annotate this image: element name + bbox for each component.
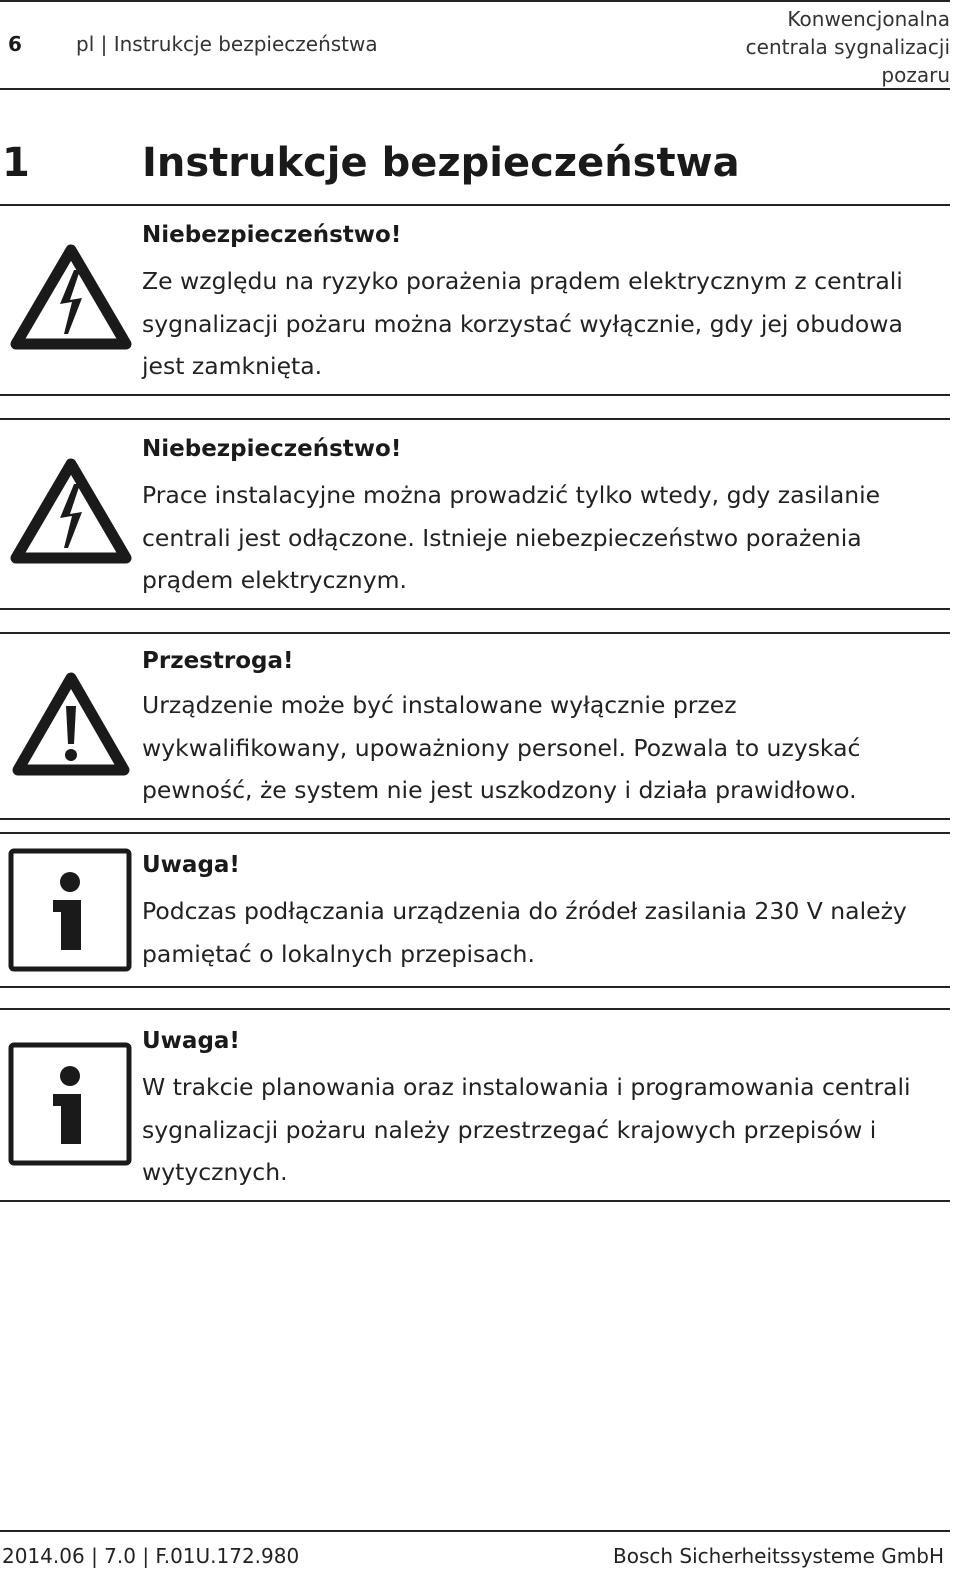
- footer-document-info: 2014.06 | 7.0 | F.01U.172.980: [2, 1544, 300, 1568]
- document-title-line: Konwencjonalna: [787, 7, 950, 31]
- footer-company: Bosch Sicherheitssysteme GmbH: [613, 1544, 944, 1568]
- notice-heading: Uwaga!: [142, 852, 240, 878]
- danger-notice: [0, 418, 950, 610]
- info-icon: [8, 1042, 132, 1166]
- header-section: pl | Instrukcje bezpieczeństwa: [76, 32, 378, 56]
- chapter-title: Instrukcje bezpieczeństwa: [142, 140, 740, 186]
- notice-text: Podczas podłączania urządzenia do źródeł zasilania 230 V należy pamiętać o lokalnych przepisach.: [142, 897, 907, 968]
- electric-hazard-icon: [8, 456, 134, 568]
- electric-hazard-icon: [8, 242, 134, 354]
- document-title: [690, 5, 950, 89]
- document-title-line: centrala sygnalizacji: [745, 35, 950, 59]
- danger-notice: [0, 206, 950, 396]
- chapter-heading: [0, 140, 950, 206]
- notice-text: Prace instalacyjne można prowadzić tylko wtedy, gdy zasilanie centrali jest odłączone. Istnieje niebezpieczeństwo porażenia prądem elektrycznym.: [142, 481, 881, 594]
- warning-exclamation-icon: [8, 668, 134, 780]
- info-icon: [8, 848, 132, 972]
- caution-notice: [0, 632, 950, 820]
- page-footer: [0, 1530, 950, 1582]
- notice-heading: Uwaga!: [142, 1028, 240, 1054]
- notice-text: W trakcie planowania oraz instalowania i programowania centrali sygnalizacji pożaru należy przestrzegać krajowych przepisów i wytycznych.: [142, 1073, 911, 1186]
- notice-heading: Przestroga!: [142, 648, 294, 674]
- notice-text: Ze względu na ryzyko porażenia prądem elektrycznym z centrali sygnalizacji pożaru można korzystać wyłącznie, gdy jej obudowa jest zamknięta.: [142, 267, 903, 380]
- info-notice: [0, 832, 950, 988]
- chapter-number: 1: [2, 140, 30, 186]
- page-header: [0, 0, 950, 90]
- notice-text: Urządzenie może być instalowane wyłącznie przez wykwalifikowany, upoważniony personel. Pozwala to uzyskać pewność, że system nie jest uszkodzony i działa prawidłowo.: [142, 691, 861, 804]
- notice-heading: Niebezpieczeństwo!: [142, 436, 402, 462]
- page-number: 6: [8, 32, 22, 56]
- notice-heading: Niebezpieczeństwo!: [142, 222, 402, 248]
- info-notice: [0, 1008, 950, 1202]
- document-title-line: pozaru: [881, 63, 950, 87]
